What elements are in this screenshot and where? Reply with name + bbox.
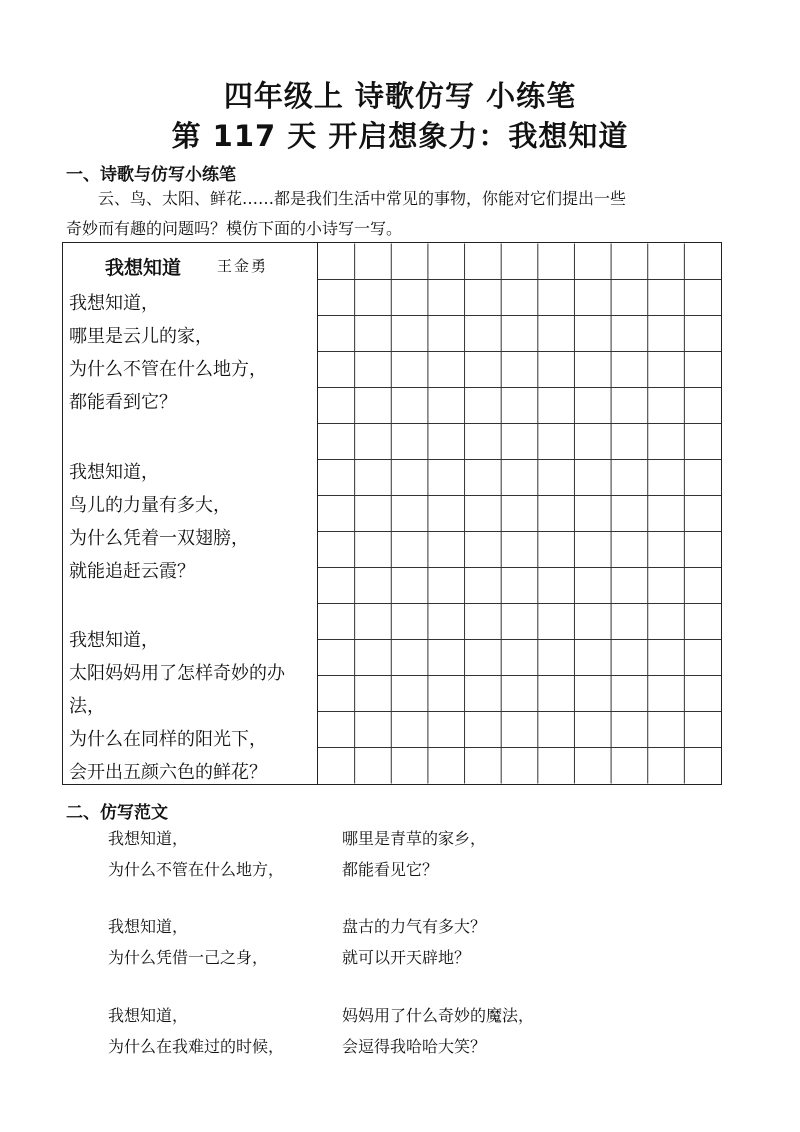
poem-line: 会开出五颜六色的鲜花？ bbox=[69, 762, 267, 783]
writing-grid[interactable] bbox=[318, 243, 721, 784]
poem-author: 王金勇 bbox=[217, 257, 269, 275]
poem-title: 我想知道 bbox=[105, 257, 182, 279]
poem-line: 都能看到它？ bbox=[69, 392, 177, 413]
page-subtitle: 第 117 天 开启想象力：我想知道 bbox=[171, 119, 629, 153]
model-line-left: 我想知道， bbox=[108, 917, 189, 936]
page-title: 四年级上 诗歌仿写 小练笔 bbox=[223, 79, 577, 113]
model-line-right: 就可以开天辟地？ bbox=[342, 948, 471, 967]
exercise-box bbox=[62, 242, 722, 785]
model-line-right: 盘古的力气有多大？ bbox=[342, 917, 487, 936]
poem-line: 太阳妈妈用了怎样奇妙的办 bbox=[69, 663, 285, 684]
model-line-left: 为什么不管在什么地方， bbox=[108, 860, 285, 879]
poem-line: 法， bbox=[69, 696, 105, 717]
model-line-left: 为什么凭借一己之身， bbox=[108, 948, 269, 967]
model-line-right: 哪里是青草的家乡， bbox=[342, 829, 487, 848]
poem-panel bbox=[63, 243, 318, 784]
poem-line: 为什么凭着一双翅膀， bbox=[69, 528, 249, 549]
model-line-right: 妈妈用了什么奇妙的魔法， bbox=[342, 1006, 535, 1025]
section2-heading: 二、仿写范文 bbox=[66, 803, 168, 823]
poem-line: 我想知道， bbox=[69, 630, 159, 651]
poem-line: 就能追赶云霞？ bbox=[69, 561, 195, 582]
poem-line: 为什么不管在什么地方， bbox=[69, 359, 267, 380]
poem-line: 我想知道， bbox=[69, 293, 159, 314]
section1-intro bbox=[66, 184, 738, 244]
model-line-right: 都能看见它？ bbox=[342, 860, 439, 879]
poem-line: 为什么在同样的阳光下， bbox=[69, 729, 267, 750]
intro-line-1: 云、鸟、太阳、鲜花……都是我们生活中常见的事物，你能对它们提出一些 bbox=[98, 189, 627, 208]
poem-line: 鸟儿的力量有多大， bbox=[69, 495, 231, 516]
section1-heading: 一、诗歌与仿写小练笔 bbox=[66, 165, 236, 185]
model-line-left: 我想知道， bbox=[108, 1006, 189, 1025]
model-line-left: 为什么在我难过的时候， bbox=[108, 1037, 285, 1056]
model-line-left: 我想知道， bbox=[108, 829, 189, 848]
poem-line: 哪里是云儿的家， bbox=[69, 326, 213, 347]
model-line-right: 会逗得我哈哈大笑？ bbox=[342, 1037, 487, 1056]
intro-line-2: 奇妙而有趣的问题吗？模仿下面的小诗写一写。 bbox=[66, 219, 403, 238]
poem-line: 我想知道， bbox=[69, 462, 159, 483]
